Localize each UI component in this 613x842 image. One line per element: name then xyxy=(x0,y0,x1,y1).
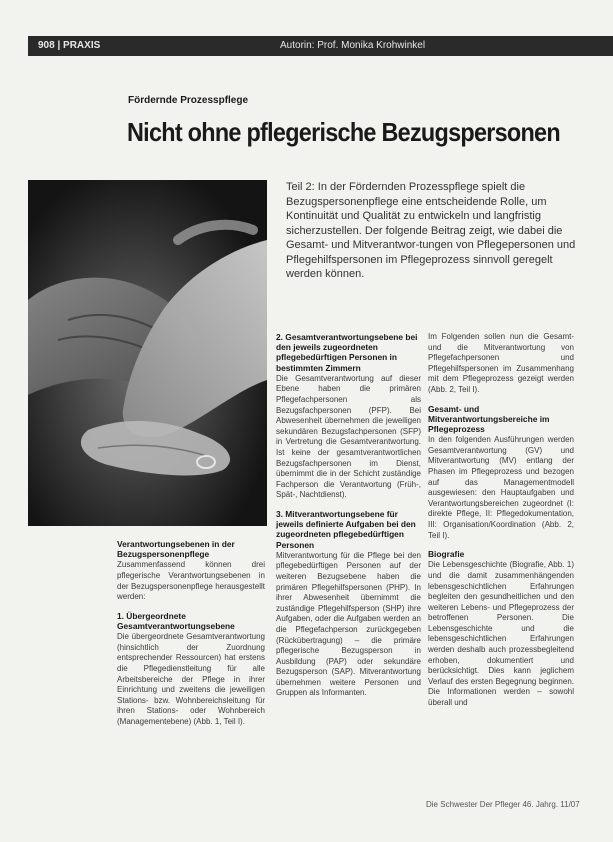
hands-photo xyxy=(28,180,267,526)
kicker: Fördernde Prozesspflege xyxy=(128,95,249,106)
author-line: Autorin: Prof. Monika Krohwinkel xyxy=(280,40,426,51)
section-label: 908 | PRAXIS xyxy=(38,40,101,51)
running-header xyxy=(28,36,613,56)
heading-level-3: 3. Mitverantwortungsebene für jeweils definierte Aufgaben bei den zugeordneten pflegebedürftigen Personen xyxy=(276,508,416,550)
column-3 xyxy=(428,332,574,717)
heading-level-1: 1. Übergeordnete Gesamtverantwortungsebene xyxy=(117,610,235,631)
hands-illustration xyxy=(28,180,267,526)
heading-biography: Biografie xyxy=(428,549,465,560)
column-2 xyxy=(276,332,421,707)
paragraph-following: Im Folgenden sollen nun die Gesamt- und die Mitverantwortung von Pflegefachpersonen und Pflegehilfspersonen im Zusammenhang mit dem Pflegeprozess gezeigt werden (Abb. 2, Teil I). xyxy=(428,332,574,394)
heading-level-2: 2. Gesamtverantwortungsebene bei den jeweils zugeordneten pflegebedürftigen Personen in bestimmten Zimmern xyxy=(276,332,418,373)
article-title: Nicht ohne pflegerische Bezugspersonen xyxy=(127,117,560,147)
paragraph-summary: Zusammenfassend können drei pflegerische Verantwortungsebenen in der Bezugspersonenpflege herausgestellt werden: xyxy=(117,560,265,602)
heading-responsibility-levels: Verantwortungsebenen in der Bezugspersonenpflege xyxy=(117,539,235,560)
intro-paragraph: Teil 2: In der Fördernden Prozesspflege spielt die Bezugspersonenpflege eine entscheidende Rolle, um Kontinuität und Qualität zu entwickeln und langfristig sicherzustellen. Der folgende Beitrag zeigt, wie dabei die Gesamt- und Mitverantwor-tungen von Pflegepersonen und Pflegehilfspersonen im Pflegeprozess sinnvoll geregelt werden können. xyxy=(286,181,576,280)
paragraph-biography: Die Lebensgeschichte (Biografie, Abb. 1) und die damit zusammenhängenden lebensgeschichtlichen Erfahrungen begleiten den gesundheitlichen und den weiteren Lebens- und Pflegeprozess der betroffenen Personen. Die Lebensgeschichte und die lebensgeschichtlichen Erfahrungen werden deshalb auch prozessbegleitend erhoben, dokumentiert und berücksichtigt. Dies kann jeglichem Verlauf des ersten Begegnung beginnen. Die Informationen werden – sowohl überall und xyxy=(428,560,574,708)
paragraph-level-3: Mitverantwortung für die Pflege bei den pflegebedürftigen Personen auf der weiteren Bezugsebene haben die primären Pflegehilfspersonen (PHP). In ihrer Abwesenheit übernimmt die zuständige Pflegehilfsperson (SHP) ihre Aufgaben, oder die Aufgaben werden an die Pflegefachperson zurückgegeben (Rückübertragung) – die primäre pflegerische Bezugsperson in Ausbildung (PAP) oder sekundäre Bezugsperson (SAP). Mitverantwortung übernehmen weitere Personen und Gruppen als Informanten. xyxy=(276,550,421,698)
heading-responsibility-areas: Gesamt- und Mitverantwortungsbereiche im Pflegeprozess xyxy=(428,403,550,434)
paragraph-responsibility-areas: In den folgenden Ausführungen werden Gesamtverantwortung (GV) und Mitverantwortung (MV) entlang der Phasen im Pflegeprozess und bezogen auf das Managementmodell ausgewiesen: den Hauptaufgaben und Verantwortungsbereichen zugeordnet (I: direkte Pflege, II: Pflegedokumentation, III: Organisation/Koordination (Abb. 2, Teil I). xyxy=(428,435,574,540)
paragraph-level-2: Die Gesamtverantwortung auf dieser Ebene haben die primären Pflegefachpersonen als Bezugsfachpersonen (PFP). Bei Abwesenheit übernehmen die jeweiligen sekundären Bezugsfachpersonen (SFP) in Vertretung die Gesamtverantwortung. Ist keine der gesamtverantwortlichen Bezugsfachpersonen im Dienst, übernimmt die in der Schicht zuständige Fachperson die Verantwortung (Früh-, Spät-, Nachtdienst). xyxy=(276,373,421,500)
paragraph-level-1: Die übergeordnete Gesamtverantwortung (hinsichtlich der Zuordnung entsprechender Ressourcen) hat erstens die Pflegedienstleitung für alle Arbeitsbereiche der Pflege in ihrer Einrichtung und zweitens die jeweiligen Stations- bzw. Wohnbereichsleitung für ihren Stations- oder Wohnbereich (Managementebene) (Abb. 1, Teil I). xyxy=(117,632,265,726)
page-footer: Die Schwester Der Pfleger 46. Jahrg. 11/07 xyxy=(426,800,580,809)
column-1 xyxy=(117,539,265,736)
